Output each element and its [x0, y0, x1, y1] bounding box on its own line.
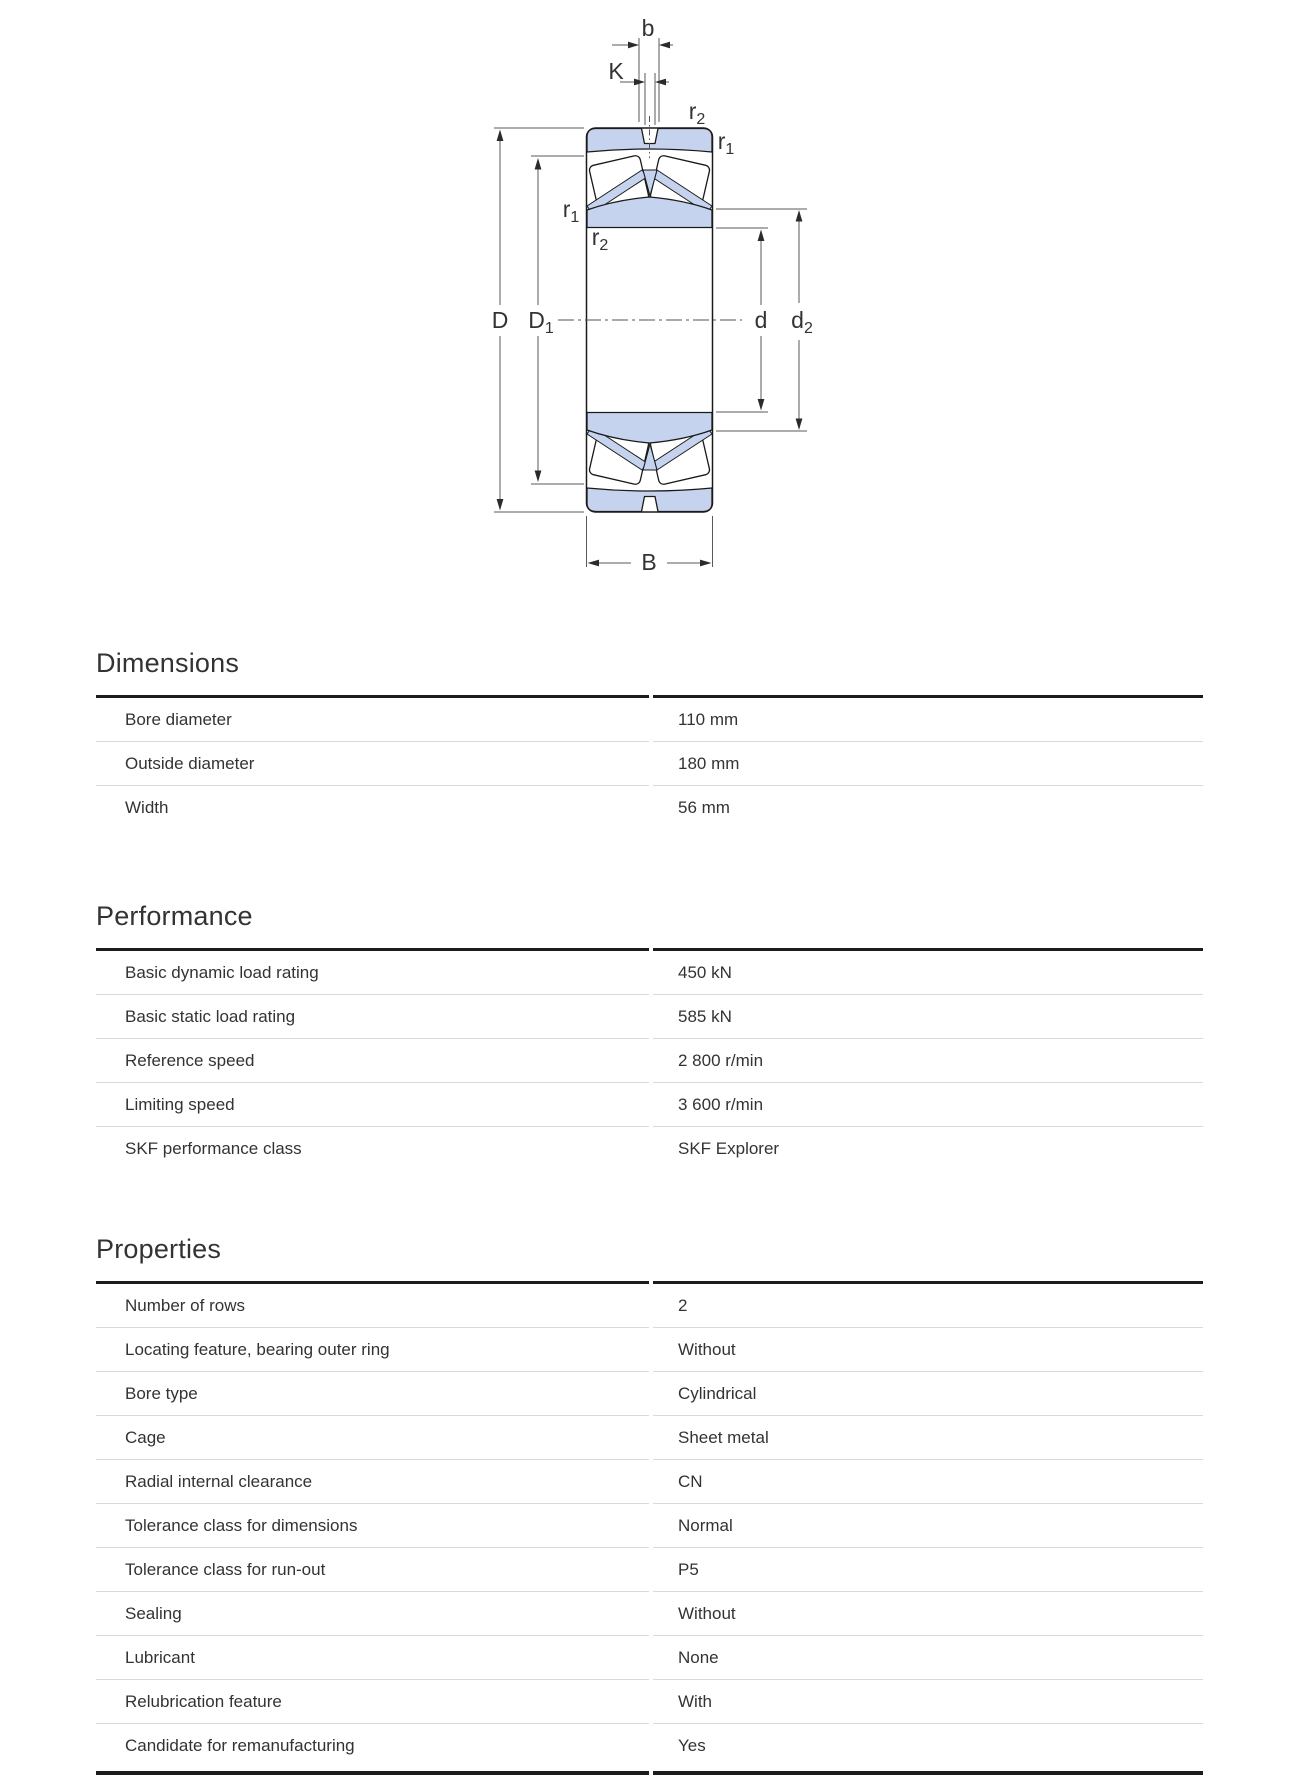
row-value: 180 mm — [653, 741, 1203, 785]
table-row — [96, 1415, 1203, 1459]
row-label: Bore diameter — [96, 695, 649, 741]
row-label: Number of rows — [96, 1281, 649, 1327]
row-label: Cage — [96, 1415, 649, 1459]
section-dimensions — [96, 648, 1203, 829]
table-row — [96, 1281, 1203, 1327]
row-value: Cylindrical — [653, 1371, 1203, 1415]
row-label: Bore type — [96, 1371, 649, 1415]
table-row — [96, 695, 1203, 741]
label-r2-top: $r_2$ — [688, 98, 706, 128]
row-label: Width — [96, 785, 649, 829]
properties-table — [96, 1281, 1203, 1767]
row-label: SKF performance class — [96, 1126, 649, 1170]
table-row — [96, 994, 1203, 1038]
row-label: Candidate for remanufacturing — [96, 1723, 649, 1767]
table-row — [96, 1723, 1203, 1767]
row-value: P5 — [653, 1547, 1203, 1591]
row-value: Without — [653, 1591, 1203, 1635]
table-row — [96, 948, 1203, 994]
row-label: Reference speed — [96, 1038, 649, 1082]
row-value: SKF Explorer — [653, 1126, 1203, 1170]
row-value: 2 800 r/min — [653, 1038, 1203, 1082]
label-D: D — [491, 307, 509, 333]
row-label: Relubrication feature — [96, 1679, 649, 1723]
table-row — [96, 1038, 1203, 1082]
row-value: With — [653, 1679, 1203, 1723]
section-properties — [96, 1234, 1203, 1767]
row-value: Sheet metal — [653, 1415, 1203, 1459]
row-label: Lubricant — [96, 1635, 649, 1679]
table-row — [96, 1679, 1203, 1723]
row-value: None — [653, 1635, 1203, 1679]
row-label: Sealing — [96, 1591, 649, 1635]
section-title-properties: Properties — [96, 1234, 222, 1264]
row-label: Outside diameter — [96, 741, 649, 785]
bearing-cross-section-diagram — [458, 8, 822, 580]
table-row — [96, 1371, 1203, 1415]
table-row — [96, 1547, 1203, 1591]
table-row — [96, 741, 1203, 785]
section-title-dimensions: Dimensions — [96, 648, 240, 678]
row-label: Tolerance class for dimensions — [96, 1503, 649, 1547]
row-value: 2 — [653, 1281, 1203, 1327]
row-label: Basic static load rating — [96, 994, 649, 1038]
table-row — [96, 1591, 1203, 1635]
label-r1-top: $r_1$ — [717, 128, 735, 158]
label-D1: $D_1$ — [528, 307, 554, 337]
table-row — [96, 785, 1203, 829]
row-value: 56 mm — [653, 785, 1203, 829]
row-label: Tolerance class for run-out — [96, 1547, 649, 1591]
row-value: 585 kN — [653, 994, 1203, 1038]
row-value: CN — [653, 1459, 1203, 1503]
row-value: Yes — [653, 1723, 1203, 1767]
row-label: Radial internal clearance — [96, 1459, 649, 1503]
performance-table — [96, 948, 1203, 1170]
row-value: 3 600 r/min — [653, 1082, 1203, 1126]
row-label: Locating feature, bearing outer ring — [96, 1327, 649, 1371]
row-label: Basic dynamic load rating — [96, 948, 649, 994]
label-r2-left: $r_2$ — [591, 224, 609, 254]
row-value: Without — [653, 1327, 1203, 1371]
section-title-performance: Performance — [96, 901, 253, 931]
row-value: 110 mm — [653, 695, 1203, 741]
label-K: K — [608, 58, 624, 84]
table-row — [96, 1503, 1203, 1547]
table-row — [96, 1459, 1203, 1503]
row-label: Limiting speed — [96, 1082, 649, 1126]
row-value: 450 kN — [653, 948, 1203, 994]
next-section-divider — [96, 1771, 1203, 1775]
label-b: b — [641, 15, 655, 41]
label-d: d — [754, 307, 768, 333]
label-B: B — [641, 549, 657, 575]
table-row — [96, 1327, 1203, 1371]
section-performance — [96, 901, 1203, 1170]
table-row — [96, 1126, 1203, 1170]
table-row — [96, 1635, 1203, 1679]
label-d2: $d_2$ — [791, 307, 813, 337]
label-r1-left: $r_1$ — [562, 196, 580, 226]
row-value: Normal — [653, 1503, 1203, 1547]
dimensions-table — [96, 695, 1203, 829]
table-row — [96, 1082, 1203, 1126]
